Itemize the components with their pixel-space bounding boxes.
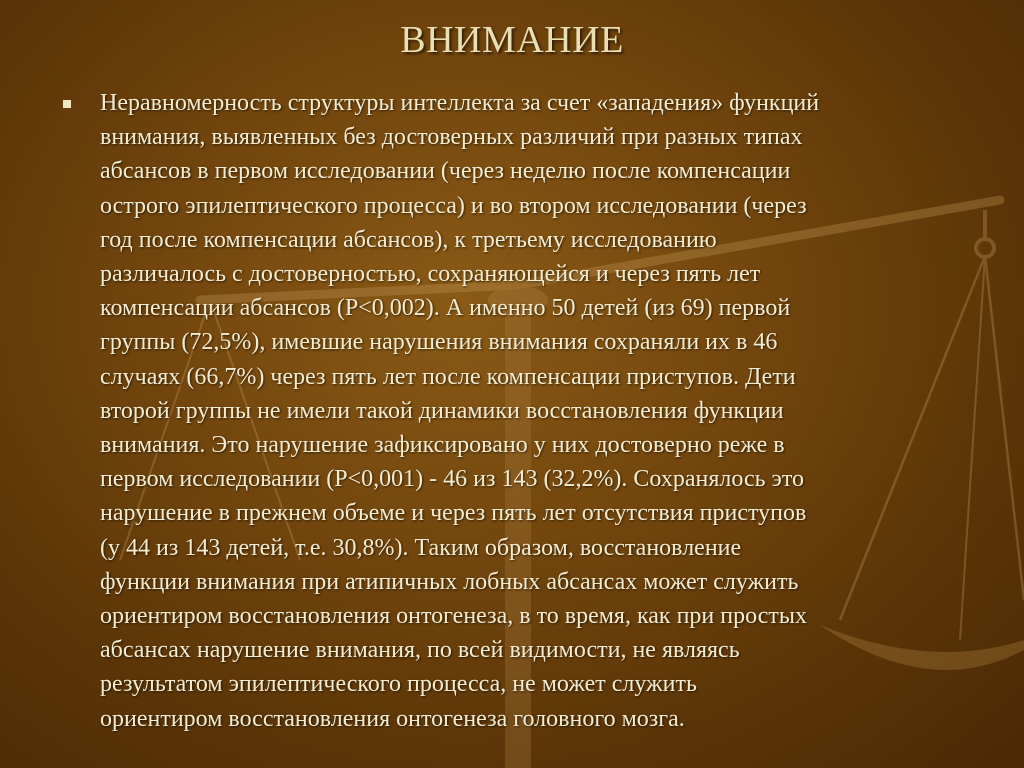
paragraph-line: год после компенсации абсансов), к третьему исследованию [100, 226, 717, 253]
paragraph-line: ориентиром восстановления онтогенеза головного мозга. [100, 705, 685, 732]
bullet-paragraph [100, 86, 960, 736]
paragraph-line: первом исследовании (P<0,001) - 46 из 143 (32,2%). Сохранялось это [100, 466, 805, 493]
paragraph-line: абсансов в первом исследовании (через неделю после компенсации [100, 158, 791, 185]
paragraph-line: абсансах нарушение внимания, по всей видимости, не являясь [100, 637, 740, 664]
paragraph-line: функции внимания при атипичных лобных абсансах может служить [100, 568, 799, 595]
paragraph-line: внимания, выявленных без достоверных различий при разных типах [100, 124, 803, 151]
paragraph-line: внимания. Это нарушение зафиксировано у них достоверно реже в [100, 432, 785, 459]
paragraph-line: (у 44 из 143 детей, т.е. 30,8%). Таким образом, восстановление [100, 534, 742, 561]
paragraph-line: второй группы не имели такой динамики восстановления функции [100, 397, 784, 424]
page-title: ВНИМАНИЕ [400, 19, 624, 61]
paragraph-line: группы (72,5%), имевшие нарушения внимания сохраняли их в 46 [100, 329, 778, 356]
paragraph-line: различалось с достоверностью, сохраняющейся и через пять лет [100, 261, 761, 288]
paragraph-line: случаях (66,7%) через пять лет после компенсации приступов. Дети [100, 363, 796, 390]
paragraph-line: ориентиром восстановления онтогенеза, в то время, как при простых [100, 603, 807, 630]
paragraph-line: результатом эпилептического процесса, не может служить [100, 671, 697, 698]
paragraph-line: острого эпилептического процесса) и во втором исследовании (через [100, 192, 807, 219]
square-bullet-icon [63, 100, 71, 108]
paragraph-line: нарушение в прежнем объеме и через пять лет отсутствия приступов [100, 500, 807, 527]
paragraph-line: компенсации абсансов (P<0,002). А именно 50 детей (из 69) первой [100, 295, 791, 322]
paragraph-line: Неравномерность структуры интеллекта за счет «западения» функций [100, 90, 820, 116]
